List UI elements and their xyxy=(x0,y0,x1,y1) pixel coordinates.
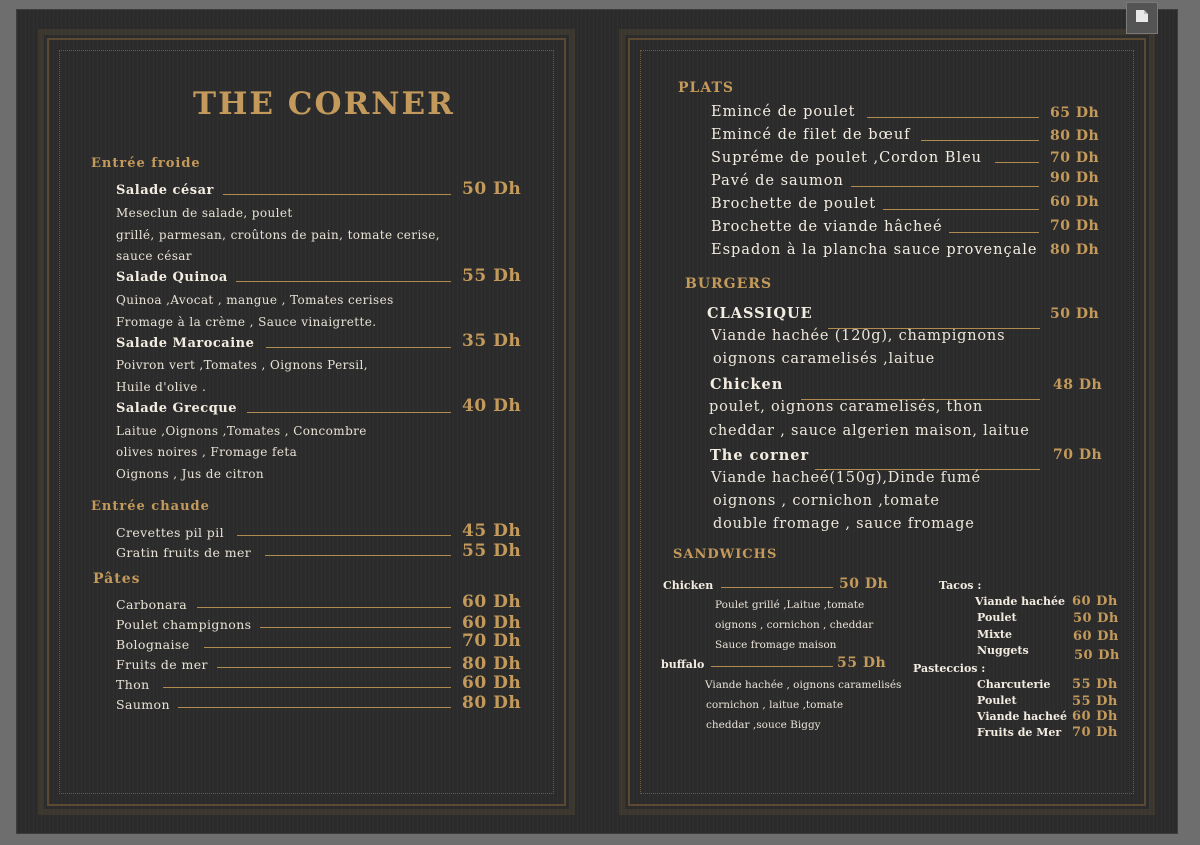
sandwich-desc: cheddar ,souce Biggy xyxy=(706,719,821,731)
tacos-item-name: Viande hachée xyxy=(975,595,1065,608)
menu-item-name: Carbonara xyxy=(116,597,188,612)
menu-item-price: 48 Dh xyxy=(1053,377,1103,393)
menu-item-name: Gratin fruits de mer xyxy=(116,545,252,560)
leader-line xyxy=(178,707,451,708)
menu-item-name: Bolognaise xyxy=(116,637,190,652)
tacos-item-name: Poulet xyxy=(977,611,1017,624)
menu-item-name: Emincé de filet de bœuf xyxy=(711,127,911,143)
pasteccios-item-price: 60 Dh xyxy=(1072,709,1118,724)
menu-item-name: Salade Quinoa xyxy=(116,270,228,285)
sandwich-desc: cornichon , laitue ,tomate xyxy=(706,699,844,711)
section-heading-sandwichs: SANDWICHS xyxy=(673,547,778,562)
section-heading-entree-froide: Entrée froide xyxy=(91,156,201,171)
leader-line xyxy=(949,232,1039,233)
menu-item-price: 70 Dh xyxy=(462,631,522,651)
pasteccios-item-name: Viande hacheé xyxy=(977,710,1067,723)
menu-item-desc: grillé, parmesan, croûtons de pain, tomate cerise, xyxy=(116,228,440,242)
menu-item-price: 70 Dh xyxy=(1050,150,1100,166)
menu-item-price: 50 Dh xyxy=(462,179,522,199)
menu-item-price: 45 Dh xyxy=(462,521,522,541)
menu-item-name: Thon xyxy=(116,677,150,692)
sandwich-desc: oignons , cornichon , cheddar xyxy=(715,619,874,631)
leader-line xyxy=(883,209,1039,210)
menu-item-name: Saumon xyxy=(116,697,170,712)
menu-item-price: 60 Dh xyxy=(462,592,522,612)
menu-item-price: 35 Dh xyxy=(462,331,522,351)
pasteccios-item-price: 55 Dh xyxy=(1072,677,1118,692)
menu-item-name: Fruits de mer xyxy=(116,657,208,672)
sandwich-desc: Poulet grillé ,Laitue ,tomate xyxy=(715,599,865,611)
menu-item-name: Salade Marocaine xyxy=(116,336,255,351)
leader-line xyxy=(197,607,451,608)
menu-item-desc: Poivron vert ,Tomates , Oignons Persil, xyxy=(116,358,368,372)
menu-item-price: 80 Dh xyxy=(1050,128,1100,144)
page-corner-icon xyxy=(1134,8,1150,28)
leader-line xyxy=(260,627,451,628)
menu-item-desc: oignons caramelisés ,laitue xyxy=(713,351,936,367)
menu-item-name: Salade Grecque xyxy=(116,401,238,416)
leader-line xyxy=(995,162,1039,163)
menu-item-name: Poulet champignons xyxy=(116,617,252,632)
menu-item-price: 70 Dh xyxy=(1053,447,1103,463)
menu-item-desc: Huile d'olive . xyxy=(116,380,207,394)
menu-item-price: 70 Dh xyxy=(1050,218,1100,234)
sandwich-desc: Viande hachée , oignons caramelisés xyxy=(705,679,902,691)
section-heading-entree-chaude: Entrée chaude xyxy=(91,499,210,514)
pasteccios-item-name: Charcuterie xyxy=(977,678,1051,691)
menu-item-name: Pavé de saumon xyxy=(711,173,844,189)
menu-item-name: Espadon à la plancha sauce provençale xyxy=(711,242,1038,258)
menu-item-name: Chicken xyxy=(710,376,784,393)
menu-item-name: Salade césar xyxy=(116,183,214,198)
leader-line xyxy=(204,647,451,648)
leader-line xyxy=(163,687,451,688)
menu-item-price: 65 Dh xyxy=(1050,105,1100,121)
menu-item-desc: olives noires , Fromage feta xyxy=(116,445,298,459)
menu-item-desc: Viande hachée (120g), champignons xyxy=(711,328,1006,344)
menu-item-desc: Viande hacheé(150g),Dinde fumé xyxy=(711,470,981,486)
pasteccios-item-price: 55 Dh xyxy=(1072,694,1118,709)
menu-item-desc: Meseclun de salade, poulet xyxy=(116,206,293,220)
sandwich-name: Chicken xyxy=(663,579,714,592)
tacos-item-price: 60 Dh xyxy=(1073,629,1119,644)
section-heading-plats: PLATS xyxy=(678,80,734,96)
leader-line xyxy=(236,281,451,282)
menu-item-price: 60 Dh xyxy=(462,613,522,633)
menu-item-price: 55 Dh xyxy=(462,266,522,286)
leader-line xyxy=(721,587,833,588)
menu-item-name: Emincé de poulet xyxy=(711,104,856,120)
menu-item-name: CLASSIQUE xyxy=(707,305,813,322)
leader-line xyxy=(265,555,451,556)
leader-line xyxy=(247,412,451,413)
pasteccios-item-name: Poulet xyxy=(977,694,1017,707)
menu-item-price: 50 Dh xyxy=(1050,306,1100,322)
section-heading-pates: Pâtes xyxy=(93,571,141,587)
menu-item-desc: sauce césar xyxy=(116,249,192,263)
menu-item-desc: Quinoa ,Avocat , mangue , Tomates cerises xyxy=(116,293,394,307)
menu-item-price: 90 Dh xyxy=(1050,170,1100,186)
menu-document xyxy=(17,10,1177,833)
sandwich-price: 50 Dh xyxy=(839,576,889,592)
menu-item-desc: Fromage à la crème , Sauce vinaigrette. xyxy=(116,315,377,329)
tacos-item-name: Nuggets xyxy=(977,644,1029,657)
menu-item-desc: Oignons , Jus de citron xyxy=(116,467,265,481)
menu-item-price: 60 Dh xyxy=(462,673,522,693)
tacos-heading: Tacos : xyxy=(939,579,982,592)
menu-item-desc: cheddar , sauce algerien maison, laitue xyxy=(709,423,1030,439)
tacos-item-name: Mixte xyxy=(977,628,1012,641)
restaurant-title: THE CORNER xyxy=(193,86,455,122)
menu-item-name: Crevettes pil pil xyxy=(116,525,224,540)
section-heading-burgers: BURGERS xyxy=(685,276,773,292)
menu-item-price: 80 Dh xyxy=(462,693,522,713)
menu-item-name: The corner xyxy=(710,447,810,464)
pasteccios-heading: Pasteccios : xyxy=(913,662,986,675)
leader-line xyxy=(921,140,1039,141)
leader-line xyxy=(217,667,451,668)
menu-item-desc: double fromage , sauce fromage xyxy=(713,516,975,532)
tacos-item-price: 50 Dh xyxy=(1073,611,1119,626)
sandwich-price: 55 Dh xyxy=(837,655,887,671)
menu-item-name: Brochette de viande hâcheé xyxy=(711,219,943,235)
leader-line xyxy=(237,535,451,536)
leader-line xyxy=(867,117,1039,118)
tacos-item-price: 60 Dh xyxy=(1072,594,1118,609)
menu-item-price: 80 Dh xyxy=(1050,242,1100,258)
sandwich-name: buffalo xyxy=(661,658,705,671)
menu-item-price: 60 Dh xyxy=(1050,194,1100,210)
menu-item-name: Brochette de poulet xyxy=(711,196,877,212)
menu-item-name: Supréme de poulet ,Cordon Bleu xyxy=(711,150,983,166)
menu-item-desc: oignons , cornichon ,tomate xyxy=(713,493,940,509)
sandwich-desc: Sauce fromage maison xyxy=(715,639,837,651)
menu-item-price: 80 Dh xyxy=(462,654,522,674)
menu-item-desc: Laitue ,Oignons ,Tomates , Concombre xyxy=(116,424,367,438)
menu-item-price: 40 Dh xyxy=(462,396,522,416)
tacos-item-price: 50 Dh xyxy=(1074,648,1120,663)
page-corner-button[interactable] xyxy=(1126,2,1158,34)
leader-line xyxy=(711,666,833,667)
pasteccios-item-name: Fruits de Mer xyxy=(977,726,1062,739)
leader-line xyxy=(266,347,451,348)
leader-line xyxy=(223,194,451,195)
menu-item-desc: poulet, oignons caramelisés, thon xyxy=(709,399,983,415)
menu-item-price: 55 Dh xyxy=(462,541,522,561)
pasteccios-item-price: 70 Dh xyxy=(1072,725,1118,740)
leader-line xyxy=(851,186,1039,187)
